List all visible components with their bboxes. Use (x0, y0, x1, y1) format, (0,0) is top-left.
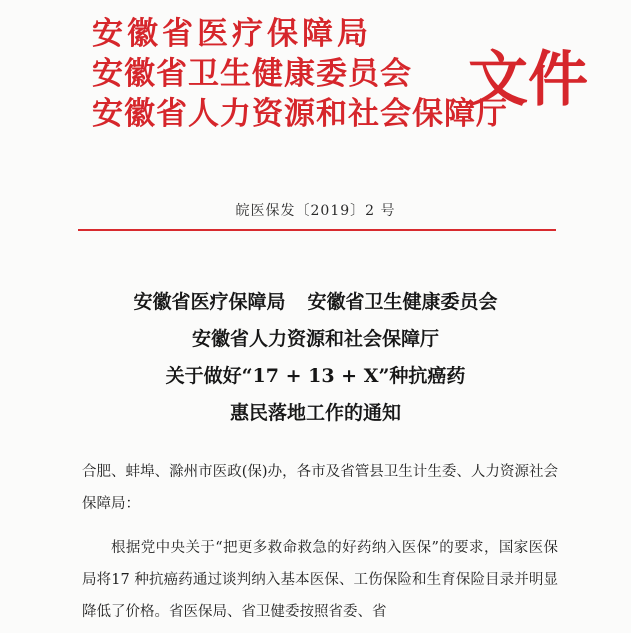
document-number: 皖医保发〔2019〕2 号 (235, 203, 396, 219)
issuer-medical-security-bureau: 安徽省医疗保障局 (92, 16, 372, 52)
addressee-paragraph: 合肥、蚌埠、滁州市医政(保)办，各市及省管县卫生计生委、人力资源社会保障局： (82, 464, 558, 512)
issuer-health-commission: 安徽省卫生健康委员会 (92, 56, 412, 92)
issuer-block (92, 14, 508, 134)
notice-body (82, 456, 558, 628)
title-line-3: 关于做好“17 + 13 + X”种抗癌药 (165, 365, 466, 387)
title-issuer-1: 安徽省医疗保障局 (133, 291, 286, 313)
file-label: 文件 (468, 45, 588, 115)
issuer-human-resources-department: 安徽省人力资源和社会保障厅 (92, 96, 508, 132)
title-issuer-2: 安徽省卫生健康委员会 (307, 291, 498, 313)
red-divider (78, 229, 556, 231)
title-line-2: 安徽省人力资源和社会保障厅 (191, 328, 439, 350)
title-line-4: 惠民落地工作的通知 (229, 402, 401, 424)
title-line-1 (0, 284, 631, 321)
notice-title (0, 284, 631, 432)
body-paragraph-1: 根据党中央关于“把更多救命救急的好药纳入医保”的要求，国家医保局将17 种抗癌药通过谈判纳入基本医保、工伤保险和生育保险目录并明显降低了价格。省医保局、省卫健委按照省委、省 (82, 540, 558, 620)
